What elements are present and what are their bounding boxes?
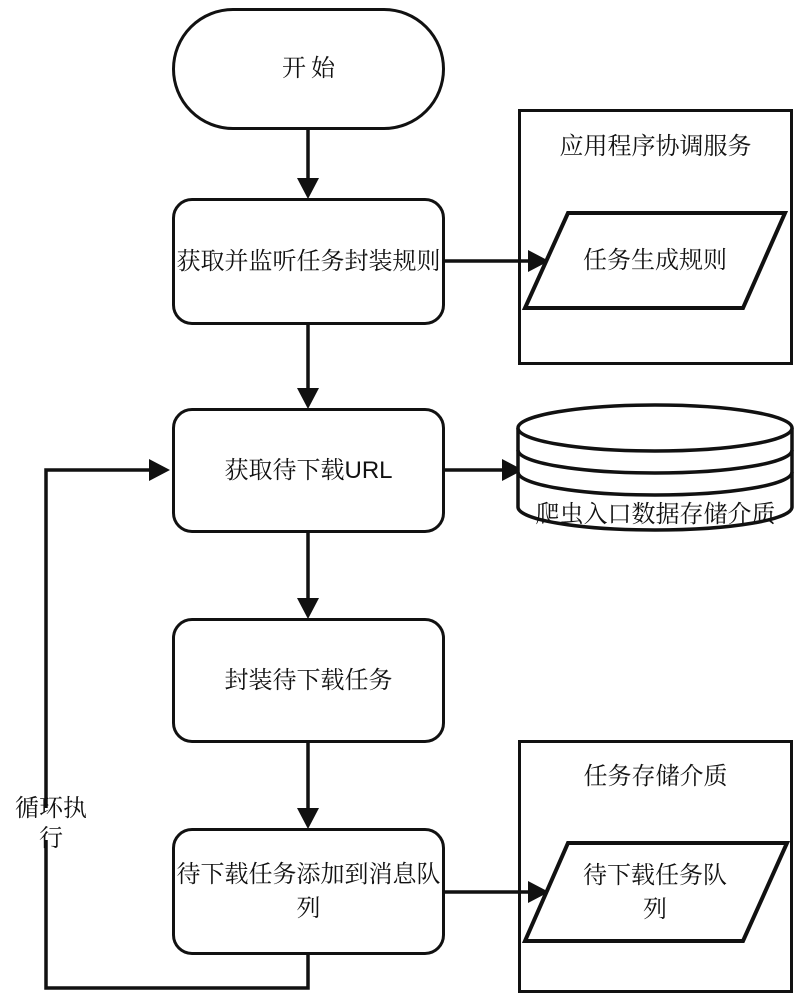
task-queue-label: 待下载任务队列 xyxy=(583,862,727,923)
step-get-download-url xyxy=(172,408,445,533)
loop-label: 循环执行 xyxy=(2,808,100,840)
step-add-task-to-queue xyxy=(172,828,445,955)
start-node-label: 开始 xyxy=(282,55,340,82)
arrow-step1-to-task-generation-rules xyxy=(445,250,549,272)
arrow-step3-to-step4 xyxy=(297,743,319,829)
step-add-task-to-queue-label: 待下载任务添加到消息队列 xyxy=(176,860,441,922)
step-fetch-monitor-rules-label: 获取并监听任务封装规则 xyxy=(176,247,441,275)
coordination-service-title: 应用程序协调服务 xyxy=(559,133,752,160)
step-fetch-monitor-rules xyxy=(172,198,445,325)
step-package-download-task-label: 封装待下载任务 xyxy=(224,666,393,694)
start-node xyxy=(172,8,445,130)
step-package-download-task xyxy=(172,618,445,743)
task-generation-rules-label: 任务生成规则 xyxy=(583,247,727,274)
arrow-start-to-step1 xyxy=(297,130,319,199)
step-get-download-url-label: 获取待下载URL xyxy=(224,456,393,484)
arrow-step4-to-task-queue xyxy=(445,881,549,903)
arrow-step2-to-step3 xyxy=(297,533,319,619)
arrow-step2-to-crawler-storage xyxy=(445,459,523,481)
task-storage-title: 任务存储介质 xyxy=(583,763,728,790)
crawler-storage-label: 爬虫入口数据存储介质 xyxy=(535,501,776,528)
arrow-step1-to-step2 xyxy=(297,325,319,409)
